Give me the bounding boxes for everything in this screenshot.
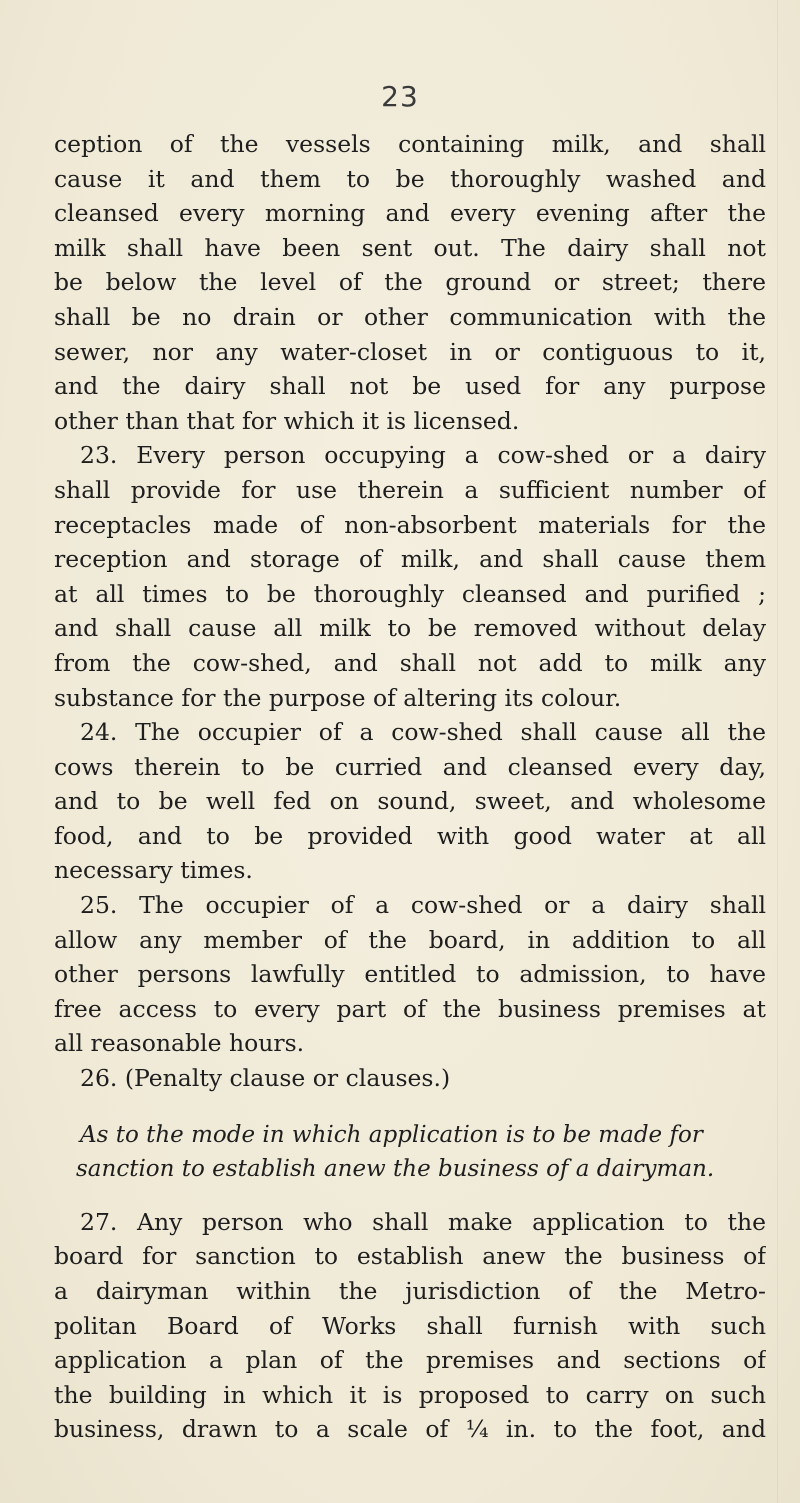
- text-line: substance for the purpose of altering its colour.: [54, 683, 622, 712]
- text-line: receptacles made of non-absorbent materials for the: [54, 510, 766, 539]
- body-text: [54, 127, 766, 1447]
- clause-27-line: 27. Any person who shall make application to the: [80, 1207, 766, 1236]
- page-fold-line: [777, 0, 778, 1503]
- text-line: cows therein to be curried and cleansed every day,: [54, 752, 766, 781]
- text-line: application a plan of the premises and sections of: [54, 1346, 766, 1375]
- text-line: be below the level of the ground or street; there: [54, 268, 766, 297]
- text-line: other persons lawfully entitled to admission, to have: [54, 960, 766, 989]
- clause-26-line: 26. (Penalty clause or clauses.): [80, 1064, 451, 1093]
- clause-23-line: 23. Every person occupying a cow-shed or a dairy: [80, 441, 766, 470]
- text-line: at all times to be thoroughly cleansed and purified ;: [54, 579, 766, 608]
- text-line: and the dairy shall not be used for any purpose: [54, 372, 766, 401]
- text-line: free access to every part of the business premises at: [54, 994, 766, 1023]
- text-line: cause it and them to be thoroughly washed and: [54, 164, 766, 193]
- text-line: necessary times.: [54, 856, 253, 885]
- page-number: 23: [381, 80, 419, 113]
- text-line: food, and to be provided with good water at all: [54, 821, 766, 850]
- text-line: board for sanction to establish anew the business of: [54, 1242, 766, 1271]
- text-line: from the cow-shed, and shall not add to milk any: [54, 648, 766, 677]
- text-line: the building in which it is proposed to carry on such: [54, 1380, 766, 1409]
- text-line: allow any member of the board, in addition to all: [54, 925, 766, 954]
- text-line: other than that for which it is licensed.: [54, 406, 520, 435]
- text-line: shall provide for use therein a sufficient number of: [54, 475, 766, 504]
- heading-line: As to the mode in which application is to be made for: [80, 1121, 703, 1148]
- text-line: and shall cause all milk to be removed without delay: [54, 614, 766, 643]
- text-line: reception and storage of milk, and shall cause them: [54, 545, 766, 574]
- text-line: shall be no drain or other communication with the: [54, 302, 766, 331]
- text-line: politan Board of Works shall furnish with such: [54, 1311, 766, 1340]
- text-line: sewer, nor any water-closet in or contiguous to it,: [54, 337, 766, 366]
- text-line: business, drawn to a scale of ¼ in. to the foot, and: [54, 1415, 766, 1444]
- text-line: milk shall have been sent out. The dairy shall not: [54, 233, 766, 262]
- text-line: ception of the vessels containing milk, and shall: [54, 130, 766, 158]
- text-line: a dairyman within the jurisdiction of the Metro-: [54, 1277, 766, 1305]
- text-line: cleansed every morning and every evening after the: [54, 199, 766, 228]
- heading-line: sanction to establish anew the business of a dairyman.: [76, 1156, 715, 1183]
- text-line: and to be well fed on sound, sweet, and wholesome: [54, 787, 766, 816]
- clause-24-line: 24. The occupier of a cow-shed shall cause all the: [80, 718, 766, 747]
- section-heading: [54, 1118, 766, 1187]
- clause-25-line: 25. The occupier of a cow-shed or a dairy shall: [80, 891, 766, 920]
- text-line: all reasonable hours.: [54, 1029, 305, 1058]
